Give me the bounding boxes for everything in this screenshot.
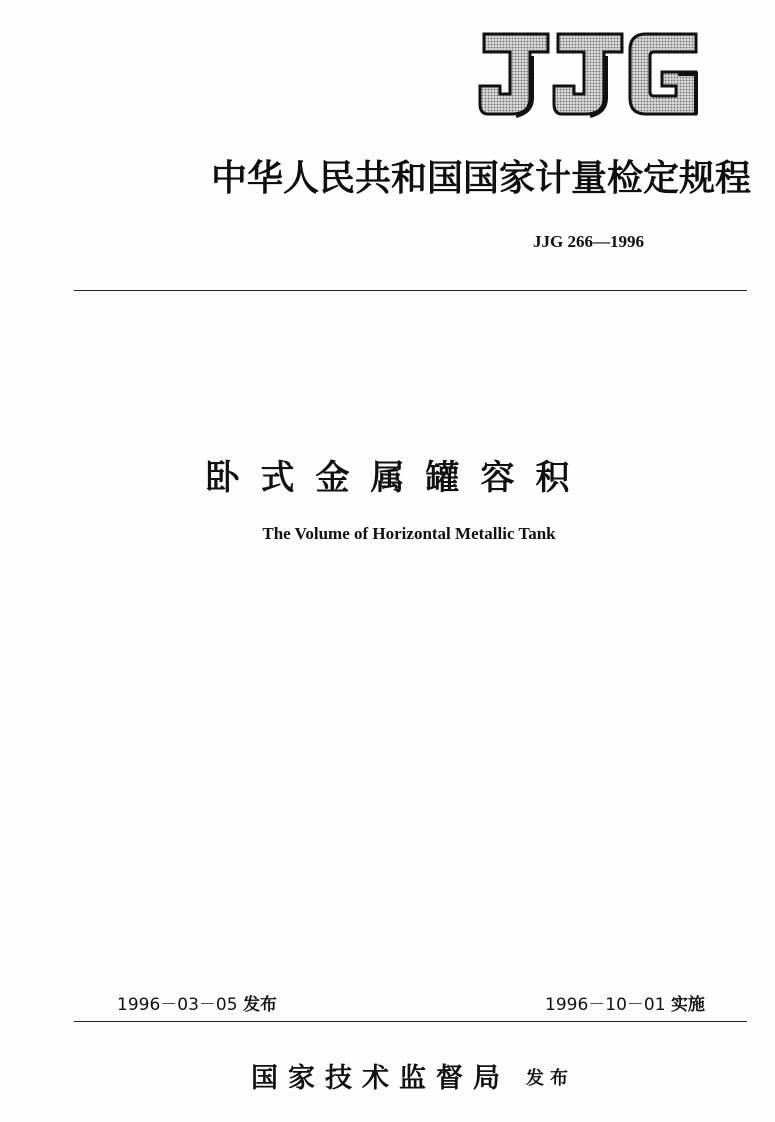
effective-label: 实施 <box>670 995 705 1015</box>
logo-letter-g <box>630 34 696 114</box>
issuing-authority: 国家技术监督局 <box>251 1063 510 1094</box>
logo-letter-j1 <box>480 34 548 116</box>
issue-label: 发布 <box>242 995 277 1015</box>
effective-date-line <box>545 990 705 1015</box>
logo-letter-j2 <box>554 34 622 116</box>
document-english-title: The Volume of Horizontal Metallic Tank <box>262 524 556 543</box>
effective-date: 1996－10－01 <box>545 995 666 1015</box>
standard-number: JJG 266—1996 <box>533 232 644 251</box>
document-title: 卧式金属罐容积 <box>205 458 591 498</box>
jjg-logo <box>478 28 700 120</box>
bottom-divider <box>74 1021 747 1022</box>
publish-label: 发布 <box>526 1068 574 1089</box>
top-divider <box>74 290 747 291</box>
regulation-series-title: 中华人民共和国国家计量检定规程 <box>210 157 751 199</box>
issue-date-line <box>117 990 277 1015</box>
issue-date: 1996－03－05 <box>117 995 238 1015</box>
